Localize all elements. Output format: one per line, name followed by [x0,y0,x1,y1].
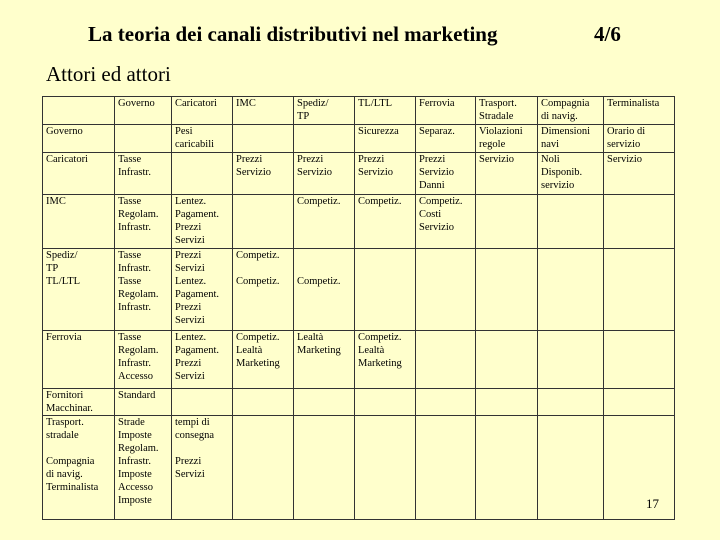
table-cell: Prezzi Servizio [233,153,294,195]
table-row [43,153,675,195]
table-row-label: Caricatori [43,153,115,195]
table-cell [294,125,355,153]
table-cell [355,389,416,416]
table-cell [416,249,476,331]
table-cell [604,389,675,416]
table-cell: Competiz. [294,249,355,331]
table-cell: Tasse Infrastr. [115,153,172,195]
table-cell: Tasse Infrastr. Tasse Regolam. Infrastr. [115,249,172,331]
table-cell [233,125,294,153]
table-cell [604,416,675,520]
table-header-cell: Compagnia di navig. [538,97,604,125]
table-row [43,195,675,249]
table-cell: Orario di servizio [604,125,675,153]
table-row [43,331,675,389]
table-cell: Prezzi Servizio [355,153,416,195]
table-cell [416,416,476,520]
table-cell [294,389,355,416]
table-cell: Prezzi Servizi Lentez. Pagament. Prezzi Servizi [172,249,233,331]
table-cell: Lentez. Pagament. Prezzi Servizi [172,195,233,249]
table-header-cell: Spediz/ TP [294,97,355,125]
table-row-label: Ferrovia [43,331,115,389]
table-cell: Strade Imposte Regolam. Infrastr. Imposte Accesso Imposte [115,416,172,520]
table-row-label: Fornitori Macchinar. [43,389,115,416]
slide-title: La teoria dei canali distributivi nel marketing [88,22,498,46]
table-cell: Competiz. Lealtà Marketing [233,331,294,389]
table-cell: Tasse Regolam. Infrastr. [115,195,172,249]
table-header-row [43,97,675,125]
table-row-label: Trasport. stradale Compagnia di navig. Terminalista [43,416,115,520]
table-cell [476,249,538,331]
table-cell: Violazioni regole [476,125,538,153]
table-cell [416,389,476,416]
slide-subtitle: Attori ed attori [46,62,171,86]
table-cell [476,389,538,416]
table-header-cell: IMC [233,97,294,125]
table-cell: tempi di consegna Prezzi Servizi [172,416,233,520]
table-row [43,125,675,153]
table-row-label: IMC [43,195,115,249]
table-cell [538,249,604,331]
table-cell [476,416,538,520]
table-cell [538,331,604,389]
table-cell [604,249,675,331]
table-cell: Servizio [604,153,675,195]
page-indicator: 4/6 [594,22,621,46]
table-cell [604,331,675,389]
table-cell [355,249,416,331]
actors-matrix-table [42,96,675,520]
table-cell: Tasse Regolam. Infrastr. Accesso [115,331,172,389]
table-row [43,416,675,520]
table-row [43,389,675,416]
table-cell [476,331,538,389]
table-header-cell: Ferrovia [416,97,476,125]
table-cell [355,416,416,520]
table-cell: Lentez. Pagament. Prezzi Servizi [172,331,233,389]
table-cell: Competiz. Competiz. [233,249,294,331]
table-cell [416,331,476,389]
table-cell [538,389,604,416]
table-row-label: Spediz/ TP TL/LTL [43,249,115,331]
table-cell [233,416,294,520]
table-cell [538,416,604,520]
table-cell: Competiz. Costi Servizio [416,195,476,249]
table-cell [233,389,294,416]
table-cell: Pesi caricabili [172,125,233,153]
table-cell [115,125,172,153]
table-cell: Separaz. [416,125,476,153]
table-cell [172,153,233,195]
table-row [43,249,675,331]
table-cell: Lealtà Marketing [294,331,355,389]
table-cell: Competiz. Lealtà Marketing [355,331,416,389]
table-cell: Servizio [476,153,538,195]
table-header-cell: Trasport. Stradale [476,97,538,125]
slide-number: 17 [646,496,659,511]
table-cell [294,416,355,520]
table-cell: Competiz. [355,195,416,249]
table-cell: Dimensioni navi [538,125,604,153]
table-cell [172,389,233,416]
table-cell: Prezzi Servizio Danni [416,153,476,195]
table-header-cell: Caricatori [172,97,233,125]
table-cell [476,195,538,249]
table-cell [233,195,294,249]
table-header-cell [43,97,115,125]
table-row-label: Governo [43,125,115,153]
table-cell: Standard [115,389,172,416]
table-header-cell: Governo [115,97,172,125]
table-cell [604,195,675,249]
table-header-cell: Terminalista [604,97,675,125]
table-cell: Noli Disponib. servizio [538,153,604,195]
table-cell: Prezzi Servizio [294,153,355,195]
table-cell: Sicurezza [355,125,416,153]
table-cell: Competiz. [294,195,355,249]
table-cell [538,195,604,249]
table-header-cell: TL/LTL [355,97,416,125]
